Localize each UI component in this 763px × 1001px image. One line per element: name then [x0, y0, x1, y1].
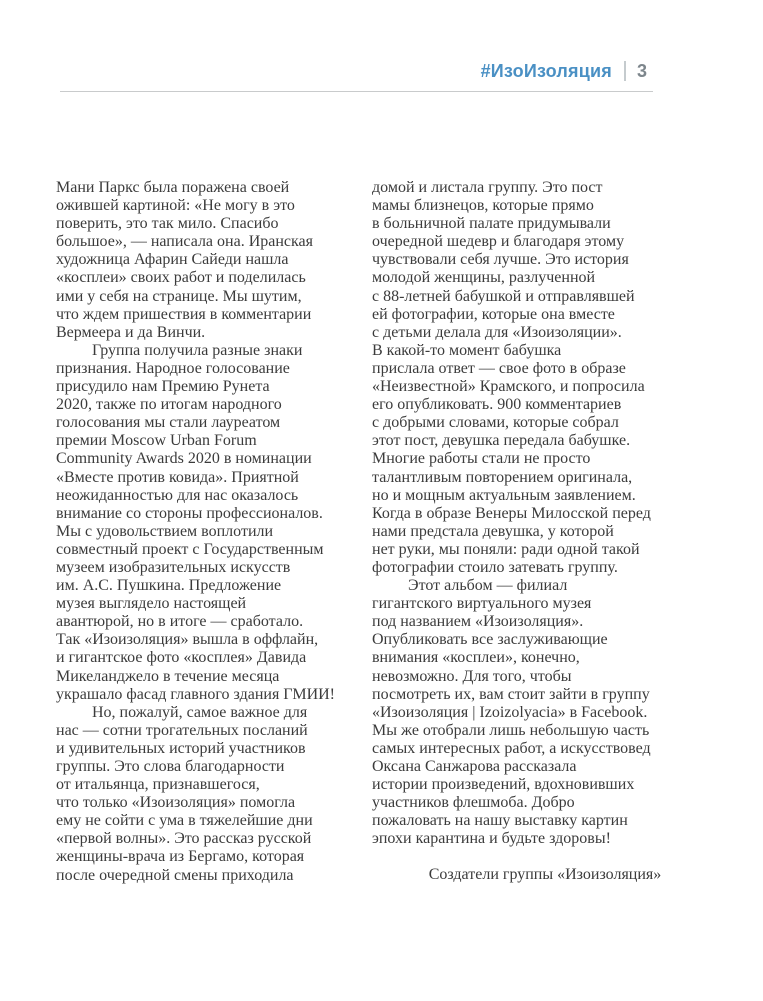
text-line: Но, пожалуй, самое важное для: [92, 703, 308, 721]
text-line: нас — сотни трогательных посланий: [56, 721, 308, 739]
text-line: поверить, это так мило. Спасибо: [56, 215, 279, 233]
text-line: от итальянца, признавшегося,: [56, 776, 260, 794]
text-line: с 88-летней бабушкой и отправлявшей: [372, 287, 635, 305]
text-line: женщины-врача из Бергамо, которая: [56, 848, 305, 866]
text-line: посмотреть их, вам стоит зайти в группу: [372, 685, 650, 703]
text-line: молодой женщины, разлученной: [372, 269, 596, 287]
text-line: самых интересных работ, а искусствовед: [372, 739, 651, 757]
text-line: Вермеера и да Винчи.: [56, 323, 206, 341]
text-line: «косплеи» своих работ и поделилась: [56, 269, 306, 287]
text-line: музеем изобразительных искусств: [56, 558, 291, 576]
text-line: с добрыми словами, которые собрал: [372, 414, 619, 432]
text-line: совместный проект с Государственным: [56, 540, 324, 558]
text-line: под названием «Изоизоляция».: [372, 613, 584, 631]
text-line: Так «Изоизоляция» вышла в оффлайн,: [56, 631, 319, 649]
text-line: авантюрой, но в итоге — сработало.: [56, 613, 304, 631]
text-line: Мы с удовольствием воплотили: [56, 522, 274, 540]
text-line: голосования мы стали лауреатом: [56, 414, 281, 432]
text-line: внимание со стороны профессионалов.: [56, 504, 323, 522]
text-line: внимания «косплеи», конечно,: [372, 649, 580, 667]
text-line: Community Awards 2020 в номинации: [56, 450, 312, 468]
text-line: очередной шедевр и благодаря этому: [372, 233, 625, 251]
text-line: домой и листала группу. Это пост: [372, 179, 603, 196]
text-line: «Неизвестной» Крамского, и попросила: [372, 378, 645, 396]
text-line: истории произведений, вдохновивших: [372, 776, 635, 794]
text-line: гигантского виртуального музея: [372, 595, 592, 613]
text-line: премии Moscow Urban Forum: [56, 432, 257, 450]
text-line: присудило нам Премию Рунета: [56, 378, 270, 396]
text-line: признания. Народное голосование: [56, 359, 290, 377]
text-line: ими у себя на странице. Мы шутим,: [56, 287, 302, 305]
text-column-right-lines: [372, 179, 718, 848]
text-line: нами предстала девушка, у которой: [372, 522, 614, 540]
text-line: нет руки, мы поняли: ради одной такой: [372, 540, 640, 558]
text-line: и удивительных историй участников: [56, 739, 306, 757]
text-line: но и мощным актуальным заявлением.: [372, 486, 636, 504]
text-line: прислала ответ — свое фото в образе: [372, 359, 626, 377]
text-line: 2020, также по итогам народного: [56, 396, 282, 414]
text-line: «Вместе против ковида». Приятной: [56, 468, 299, 486]
page-number: 3: [636, 60, 647, 81]
text-line: чувствовали себя лучше. Это история: [372, 251, 629, 269]
text-line: пожаловать на нашу выставку картин: [372, 812, 628, 830]
text-line: талантливым повторением оригинала,: [372, 468, 633, 486]
running-header: [60, 59, 653, 83]
text-line: Опубликовать все заслуживающие: [372, 631, 608, 649]
text-line: Когда в образе Венеры Милосской перед: [372, 504, 651, 522]
text-column-right: [372, 179, 718, 885]
text-line: Группа получила разные знаки: [92, 341, 303, 359]
text-line: украшало фасад главного здания ГМИИ!: [56, 685, 336, 703]
text-line: Оксана Санжарова рассказала: [372, 758, 577, 775]
text-line: ей фотографии, которые она вместе: [372, 305, 615, 323]
text-line: ожившей картиной: «Не могу в это: [56, 197, 295, 215]
text-line: эпохи карантина и будьте здоровы!: [372, 830, 611, 848]
article-body: [56, 179, 718, 885]
text-line: и гигантское фото «косплея» Давида: [56, 649, 307, 667]
text-line: участников флешмоба. Добро: [372, 794, 575, 812]
header-divider: [624, 61, 626, 81]
text-line: мамы близнецов, которые прямо: [372, 197, 594, 215]
text-line: «Изоизоляция | Izoizolyacia» в Facebook.: [372, 703, 648, 721]
text-line: ему не сойти с ума в тяжелейшие дни: [56, 812, 313, 830]
text-line: им. А.С. Пушкина. Предложение: [56, 577, 282, 595]
text-line: «первой волны». Это рассказ русской: [56, 830, 312, 848]
text-line: его опубликовать. 900 комментариев: [372, 396, 622, 414]
header-rule: [60, 91, 653, 92]
text-line: после очередной смены приходила: [56, 866, 294, 884]
text-line: Мы же отобрали лишь небольшую часть: [372, 721, 650, 739]
text-line: что только «Изоизоляция» помогла: [56, 794, 296, 812]
text-line: Микеланджело в течение месяца: [56, 667, 280, 685]
signature-line: Создатели группы «Изоизоляция»: [428, 866, 662, 884]
text-line: Этот альбом — филиал: [408, 577, 568, 595]
text-line: группы. Это слова благодарности: [56, 758, 285, 775]
text-line: что ждем пришествия в комментарии: [56, 305, 312, 323]
hashtag-title: #ИзоИзоляция: [480, 60, 612, 81]
text-line: художница Афарин Сайеди нашла: [56, 251, 289, 269]
text-column-left: [56, 179, 372, 885]
text-line: Мани Паркс была поражена своей: [56, 179, 290, 196]
text-line: В какой-то момент бабушка: [372, 341, 562, 359]
text-line: музея выглядело настоящей: [56, 595, 247, 613]
text-line: невозможно. Для того, чтобы: [372, 667, 572, 685]
text-line: фотографии стоило затевать группу.: [372, 558, 618, 576]
text-line: большое», — написала она. Иранская: [56, 233, 314, 251]
text-line: этот пост, девушка передала бабушке.: [372, 432, 631, 450]
text-line: неожиданностью для нас оказалось: [56, 486, 299, 504]
text-line: с детьми делала для «Изоизоляции».: [372, 323, 622, 341]
text-line: в больничной палате придумывали: [372, 215, 611, 233]
text-line: Многие работы стали не просто: [372, 450, 591, 468]
